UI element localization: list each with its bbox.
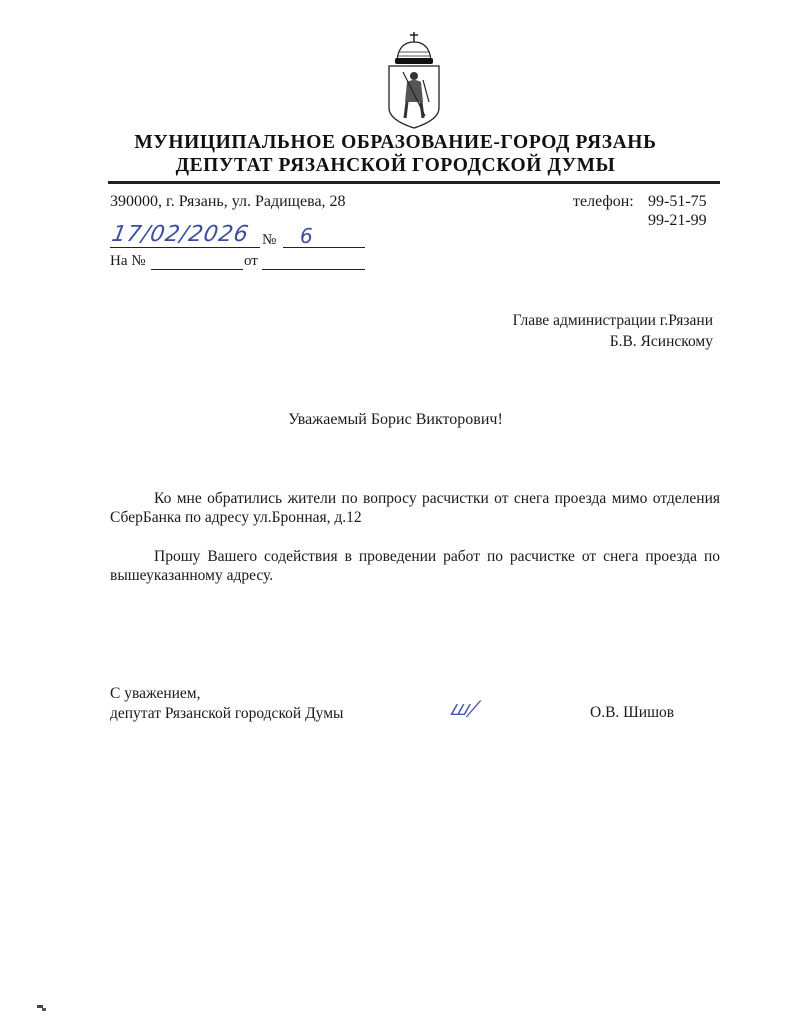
letterhead-title: МУНИЦИПАЛЬНОЕ ОБРАЗОВАНИЕ-ГОРОД РЯЗАНЬ xyxy=(134,132,657,153)
coat-of-arms-icon xyxy=(383,30,445,130)
sender-address: 390000, г. Рязань, ул. Радищева, 28 xyxy=(110,193,346,210)
greeting: Уважаемый Борис Викторович! xyxy=(288,411,503,428)
number-label: № xyxy=(262,232,277,248)
signer-name: О.В. Шишов xyxy=(590,704,675,721)
body-paragraph-1: Ко мне обратились жители по вопросу расчистки от снега проезда мимо отделения СберБанка по адресу ул.Бронная, д.12 xyxy=(110,490,720,526)
reply-to-underline xyxy=(151,269,243,270)
from-underline xyxy=(262,269,365,270)
closing-salutation: С уважением, xyxy=(110,685,201,702)
addressee-position: Главе администрации г.Рязани xyxy=(512,312,713,329)
phone-number-2: 99-21-99 xyxy=(648,212,707,229)
reply-to-label: На № xyxy=(110,253,146,269)
date-underline xyxy=(110,247,260,248)
closing-block xyxy=(110,684,343,724)
letterhead-subtitle: ДЕПУТАТ РЯЗАНСКОЙ ГОРОДСКОЙ ДУМЫ xyxy=(175,155,616,176)
scan-speck xyxy=(42,1008,46,1011)
handwritten-date: 17/02/2026 xyxy=(109,222,252,247)
phone-number-1: 99-51-75 xyxy=(648,193,707,210)
addressee-block xyxy=(513,310,713,352)
body-paragraph-2: Прошу Вашего содействия в проведении работ по расчистке от снега проезда по вышеуказанному адресу. xyxy=(110,548,720,584)
letterhead-divider xyxy=(108,181,720,184)
handwritten-signature: ш/ xyxy=(447,696,482,720)
number-underline xyxy=(283,247,365,248)
from-label: от xyxy=(244,253,258,269)
closing-title: депутат Рязанской городской Думы xyxy=(110,705,344,722)
phone-label: телефон: xyxy=(573,193,634,210)
addressee-name: Б.В. Ясинскому xyxy=(609,333,713,350)
handwritten-number: 6 xyxy=(300,224,313,248)
